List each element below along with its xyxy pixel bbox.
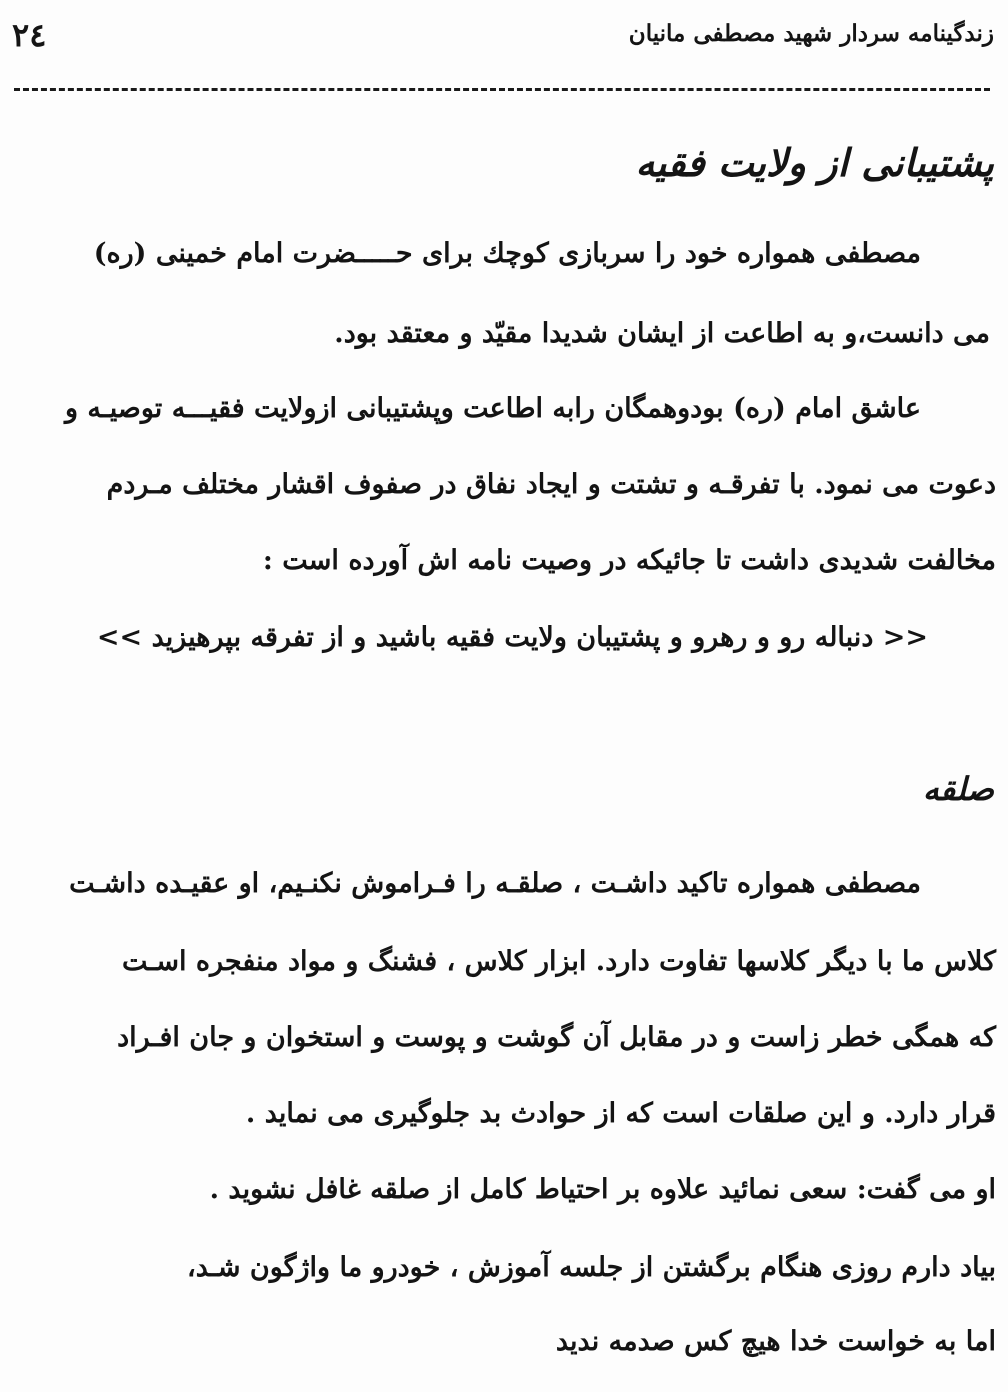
section-heading: پشتیبانی از ولایت فقیه	[635, 140, 994, 185]
paragraph-line: دعوت می نمود. با تفرقـه و تشتت و ایجاد نفاق در صفوف اقشار مختلف مـردم	[106, 469, 996, 500]
header-divider	[14, 88, 990, 91]
section-salaqeh	[10, 770, 996, 1390]
section-heading: صلقه	[922, 770, 994, 808]
paragraph-line: مخالفت شدیدی داشت تا جائیکه در وصیت نامه اش آورده است :	[262, 545, 996, 576]
page-number: ۲٤	[12, 16, 47, 54]
quote-line: << دنباله رو و رهرو و پشتیبان ولایت فقیه باشید و از تفرقه بپرهیزید >>	[96, 622, 928, 653]
paragraph-line: بیاد دارم روزی هنگام برگشتن از جلسه آموزش ، خودرو ما واژگون شـد،	[187, 1252, 996, 1283]
header-title: زندگینامه سردار شهید مصطفی مانیان	[628, 20, 994, 47]
section-velayat	[10, 140, 996, 680]
paragraph-line: که همگی خطر زاست و در مقابل آن گوشت و پوست و استخوان و جان افـراد	[117, 1022, 996, 1053]
paragraph-line: عاشق امام (ره) بودوهمگان رابه اطاعت وپشتیبانی ازولایت فقیـــه توصیـه و	[64, 393, 921, 424]
paragraph-line: اما به خواست خدا هیچ کس صدمه ندید	[555, 1326, 996, 1357]
paragraph-line: قرار دارد. و این صلقات است که از حوادث بد جلوگیری می نماید .	[245, 1098, 996, 1129]
paragraph-line: او می گفت: سعی نمائید علاوه بر احتیاط کامل از صلقه غافل نشوید .	[209, 1174, 996, 1205]
paragraph-line: می دانست،و به اطاعت از ایشان شدیدا مقیّد و معتقد بود.	[334, 318, 990, 349]
paragraph-line: مصطفی همواره خود را سربازی کوچك برای حـــــضرت امام خمینی (ره)	[93, 238, 921, 269]
running-header	[12, 14, 994, 54]
paragraph-line: مصطفی همواره تاکید داشـت ، صلقـه را فـراموش نکنـیم، او عقیـده داشـت	[69, 868, 921, 899]
paragraph-line: کلاس ما با دیگر کلاسها تفاوت دارد. ابزار کلاس ، فشنگ و مواد منفجره اسـت	[121, 946, 996, 977]
